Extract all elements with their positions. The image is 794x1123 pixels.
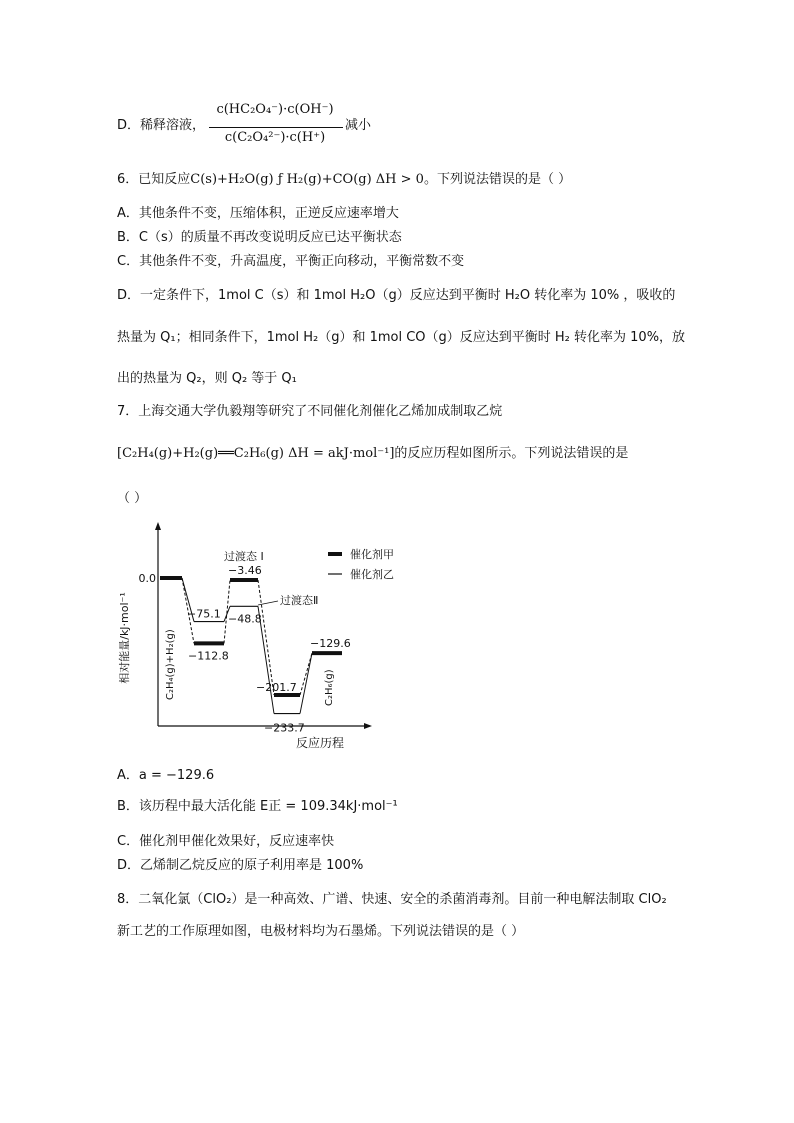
energy-value-label: −75.1 <box>187 607 221 621</box>
q7-option-d: D．乙烯制乙烷反应的原子利用率是 100% <box>117 858 364 873</box>
q6-stem-a: 6．已知反应 <box>117 172 191 187</box>
energy-value-label: −3.46 <box>228 564 262 578</box>
energy-connector-catalyst-a-2 <box>258 580 274 695</box>
q6-option-c: C．其他条件不变，升高温度，平衡正向移动，平衡常数不变 <box>117 254 465 269</box>
q7-option-a: A．a = −129.6 <box>117 768 215 783</box>
q5-fraction-numerator: c(HC₂O₄⁻)·c(OH⁻) <box>216 102 334 117</box>
q8-stem-line2: 新工艺的工作原理如图，电极材料均为石墨烯。下列说法错误的是（ ） <box>117 924 525 939</box>
q6-option-b: B．C（s）的质量不再改变说明反应已达平衡状态 <box>117 230 402 245</box>
y-axis-label: 相对能量/kJ·mol⁻¹ <box>118 592 131 684</box>
q7-stem-line3: （ ） <box>117 491 148 506</box>
fraction-bar <box>209 127 343 128</box>
q6-option-d-line1: D．一定条件下，1mol C（s）和 1mol H₂O（g）反应达到平衡时 H₂O 转化率为 10% ，吸收的 <box>117 288 676 303</box>
y-axis-arrow <box>155 522 161 530</box>
transition-state-1-label: 过渡态 I <box>224 550 264 563</box>
reactant-label: C₂H₄(g)+H₂(g) <box>165 629 176 700</box>
q5-fraction <box>205 98 345 156</box>
energy-profile-chart <box>110 520 430 760</box>
product-label: C₂H₆(g) <box>324 669 335 706</box>
legend-label-catalyst-b: 催化剂乙 <box>350 568 394 581</box>
q5-option-d <box>117 116 205 136</box>
energy-value-label: −201.7 <box>256 680 297 694</box>
energy-value-label: −233.7 <box>264 721 305 735</box>
energy-connector-catalyst-b-3 <box>300 653 312 713</box>
q5-option-d-prefix: D．稀释溶液， <box>117 118 206 133</box>
q7-equation: [C₂H₄(g)+H₂(g)══C₂H₆(g) ΔH = akJ·mol⁻¹] <box>117 446 395 461</box>
q6-option-a: A．其他条件不变，压缩体积，正逆反应速率增大 <box>117 206 399 221</box>
q6-option-d-line2: 热量为 Q₁；相同条件下，1mol H₂（g）和 1mol CO（g）反应达到平衡时 H₂ 转化率为 10%，放 <box>117 330 686 345</box>
energy-connector-catalyst-a-3 <box>300 653 312 695</box>
x-axis-label: 反应历程 <box>295 736 345 750</box>
q5-option-d-suffix: 减小 <box>345 118 372 133</box>
legend-label-catalyst-a: 催化剂甲 <box>350 548 394 561</box>
energy-value-label: −48.8 <box>228 612 262 626</box>
q6-equation: C(s)+H₂O(g) ƒ H₂(g)+CO(g) ΔH > 0 <box>190 172 424 187</box>
q8-stem-line1: 8．二氧化氯（ClO₂）是一种高效、广谱、快速、安全的杀菌消毒剂。目前一种电解法制取 ClO₂ <box>117 892 667 907</box>
q6-stem <box>117 170 571 190</box>
y-tick-zero: 0.0 <box>138 572 156 585</box>
q6-option-d-line3: 出的热量为 Q₂，则 Q₂ 等于 Q₁ <box>117 371 297 386</box>
q6-stem-b: 。下列说法错误的是（ ） <box>423 172 572 187</box>
q5-option-d-suffix-line <box>345 116 371 136</box>
q7-stem-line2-text: 的反应历程如图所示。下列说法错误的是 <box>394 446 629 461</box>
q7-option-c: C．催化剂甲催化效果好，反应速率快 <box>117 834 335 849</box>
energy-value-label: −112.8 <box>188 649 229 663</box>
q7-stem-line2 <box>117 444 628 464</box>
x-axis-arrow <box>364 723 372 729</box>
q7-option-b: B．该历程中最大活化能 E正 = 109.34kJ·mol⁻¹ <box>117 799 398 814</box>
q7-stem-line1: 7．上海交通大学仇毅翔等研究了不同催化剂催化乙烯加成制取乙烷 <box>117 404 503 419</box>
energy-value-label: −129.6 <box>310 637 351 651</box>
transition-state-2-label: 过渡态Ⅱ <box>280 594 319 607</box>
q5-fraction-denominator: c(C₂O₄²⁻)·c(H⁺) <box>224 130 326 145</box>
